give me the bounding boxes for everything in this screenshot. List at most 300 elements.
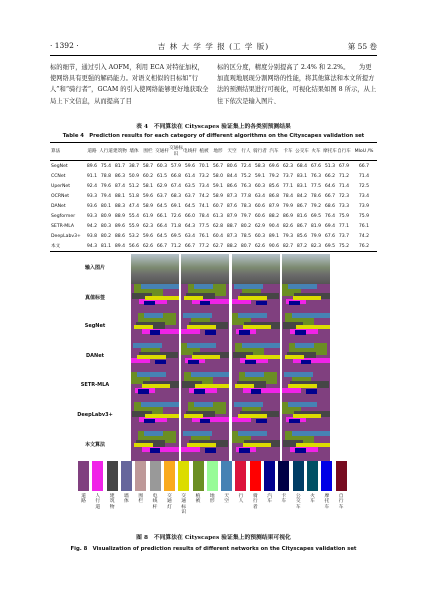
algorithm-name: SegNet	[51, 163, 68, 169]
table-header-cell: 自行车	[337, 148, 351, 154]
table-cell: 64.5	[156, 233, 168, 239]
table-cell: 67.6	[310, 163, 322, 169]
segmentation-map	[232, 372, 280, 402]
legend-label: 道 路	[81, 494, 86, 505]
legend-label: 电 线 杆	[152, 494, 158, 510]
table-cell: 66.7	[184, 243, 196, 249]
table-cell: 50.9	[128, 173, 140, 179]
segment-region	[192, 355, 221, 359]
table-cell: 87.2	[296, 243, 308, 249]
table-cell: 89.6	[86, 163, 98, 169]
table-cell: 73.9	[358, 203, 370, 209]
table-cell: 88.7	[226, 223, 238, 229]
segment-region	[181, 329, 200, 334]
segment-region	[137, 372, 166, 377]
segmentation-map	[181, 313, 229, 343]
table-cell: 66.7	[358, 163, 370, 169]
input-image	[131, 254, 179, 284]
table-cell: 58.0	[212, 173, 224, 179]
table-cell: 71.2	[170, 243, 182, 249]
legend-label: 人 行 道	[95, 494, 101, 510]
table-header-cell: 交通杆	[155, 148, 169, 154]
body-text-left: 标的细节，通过引入 AOFM，利用 ECA 对特征加权，使网络具有更强的解码能力。对语义相似的目标如“行人”和“骑行者”，GCAM 的引入使网络能够更好地获取全局上下文信息，从而提高了目	[50, 64, 209, 105]
table-cell: 93.3	[86, 193, 98, 199]
table-cell: 77.1	[338, 223, 350, 229]
table-cell: 93.6	[86, 203, 98, 209]
segmentation-map	[282, 431, 330, 461]
table-cell: 79.9	[282, 203, 294, 209]
table-cell: 90.6	[268, 243, 280, 249]
table-row	[50, 241, 377, 252]
volume-label: 第 55 卷	[347, 42, 377, 51]
table-cell: 58.1	[142, 183, 154, 189]
segmentation-map	[181, 343, 229, 373]
legend-label: 植 被	[195, 494, 201, 505]
segment-region	[145, 414, 179, 418]
segment-region	[288, 284, 317, 289]
segment-region	[134, 325, 153, 329]
table-cell: 73.4	[198, 183, 210, 189]
table-cell: 88.2	[268, 213, 280, 219]
table-cell: 63.7	[184, 193, 196, 199]
segment-region	[191, 372, 229, 377]
table-cell: 73.7	[282, 173, 294, 179]
segmentation-map	[131, 402, 179, 432]
table-cell: 92.4	[86, 183, 98, 189]
table-cell: 56.7	[212, 163, 224, 169]
table-cell: 94.3	[86, 243, 98, 249]
table-cell: 83.1	[296, 173, 308, 179]
table-cell: 66.2	[324, 173, 336, 179]
table-cell: 79.6	[100, 183, 112, 189]
figure-row-label: 真值标签	[84, 294, 105, 301]
table-cell: 38.7	[128, 163, 140, 169]
input-image	[232, 254, 280, 284]
table-cell: 86.7	[296, 203, 308, 209]
figure-row-label: DANet	[86, 352, 104, 359]
table-cell: 73.3	[338, 203, 350, 209]
segment-region	[144, 419, 155, 423]
segmentation-map	[181, 431, 229, 461]
legend-label: 火 车	[310, 494, 315, 505]
segment-region	[232, 299, 251, 304]
table-row	[50, 191, 377, 201]
table-cell: 71.8	[170, 223, 182, 229]
table-cell: 63.4	[254, 193, 266, 199]
segment-region	[205, 448, 216, 452]
legend-label: 建 筑 物	[109, 494, 115, 510]
table-row	[50, 181, 377, 191]
segment-region	[251, 389, 262, 393]
segmentation-map	[131, 431, 179, 461]
table-cell: 62.3	[142, 223, 154, 229]
table-cell: 58.3	[254, 163, 266, 169]
legend-swatch	[92, 461, 103, 491]
table-header-cell: 植被	[199, 148, 209, 154]
color-legend	[77, 461, 349, 519]
table-header-cell: 火车	[311, 148, 321, 154]
table-cell: 79.2	[310, 203, 322, 209]
table-cell: 88.1	[114, 193, 126, 199]
figure-row-label: SegNet	[84, 323, 106, 329]
table-cell: 93.3	[86, 213, 98, 219]
segment-region	[296, 443, 330, 447]
table-cell: 51.2	[128, 183, 140, 189]
segmentation-map	[282, 372, 330, 402]
table-cell: 59.6	[142, 233, 154, 239]
table-cell: 56.6	[128, 243, 140, 249]
legend-label: 行 人	[238, 494, 244, 505]
segment-region	[292, 313, 330, 318]
segment-region	[188, 360, 199, 364]
table-cell: 85.6	[268, 183, 280, 189]
segment-region	[295, 448, 306, 452]
segment-region	[184, 414, 203, 418]
table-header-cell: 天空	[227, 148, 237, 154]
algorithm-name: SETR-MLA	[51, 223, 75, 229]
table-cell: 62.7	[212, 243, 224, 249]
segment-region	[238, 431, 267, 436]
table-header-row	[50, 143, 377, 161]
table-cell: 70.1	[198, 163, 210, 169]
segment-region	[295, 330, 306, 334]
table-row	[50, 221, 377, 231]
table-cell: 86.8	[268, 193, 280, 199]
table-cell: 69.5	[324, 243, 336, 249]
segment-region	[133, 343, 162, 348]
table-cell: 66.7	[156, 243, 168, 249]
table-cell: 79.4	[100, 193, 112, 199]
table-cell: 75.4	[100, 163, 112, 169]
table-cell: 61.3	[212, 213, 224, 219]
legend-label: 天 空	[224, 494, 230, 505]
table-cell: 94.2	[86, 223, 98, 229]
table-cell: 72.6	[170, 213, 182, 219]
table-cell: 55.9	[128, 223, 140, 229]
table-cell: 78.3	[240, 203, 252, 209]
table-cell: 71.4	[358, 173, 370, 179]
table-cell: 66.4	[156, 223, 168, 229]
segmentation-map	[181, 372, 229, 402]
segment-region	[142, 329, 179, 334]
segment-region	[192, 417, 229, 422]
table-cell: 76.4	[324, 213, 336, 219]
legend-label: 墙 体	[124, 494, 129, 505]
legend-swatch	[336, 461, 347, 491]
table-cell: 78.4	[282, 193, 294, 199]
table-cell: 80.2	[240, 223, 252, 229]
table-cell: 58.9	[142, 203, 154, 209]
segment-region	[243, 443, 272, 447]
table-cell: 75.2	[240, 173, 252, 179]
segmentation-map	[232, 284, 280, 314]
table-cell: 63.4	[184, 233, 196, 239]
segmentation-map	[282, 284, 330, 314]
algorithm-name: CCNet	[51, 173, 66, 179]
legend-swatch	[107, 461, 118, 491]
figure-row-label: SETR-MLA	[80, 382, 110, 388]
table-cell: 68.3	[170, 193, 182, 199]
segment-region	[183, 313, 212, 318]
table-cell: 61.5	[156, 173, 168, 179]
table-cell: 60.6	[254, 213, 266, 219]
segment-region	[131, 358, 150, 363]
table-cell: 72.3	[338, 193, 350, 199]
table-cell: 75.2	[338, 243, 350, 249]
legend-swatch	[178, 461, 189, 491]
segment-region	[282, 388, 301, 393]
figure-row-label: DeepLabv3+	[77, 411, 113, 418]
algorithm-name: Segformer	[51, 213, 76, 219]
table-cell: 77.8	[240, 193, 252, 199]
legend-label: 汽 车	[267, 494, 272, 505]
table-cell: 79.9	[310, 233, 322, 239]
table-cell: 85.6	[296, 233, 308, 239]
segment-region	[238, 313, 267, 318]
legend-swatch	[150, 461, 161, 491]
table-cell: 58.7	[142, 163, 154, 169]
segmentation-map	[181, 402, 229, 432]
segment-region	[137, 355, 166, 359]
table-header-cell: 汽车	[269, 148, 279, 154]
table-cell: 55.4	[128, 213, 140, 219]
figure-caption-en: Fig. 8 Visualization of prediction results of different networks on the Cityscapes validation set	[70, 546, 357, 552]
segment-region	[144, 431, 163, 436]
table-cell: 58.9	[212, 193, 224, 199]
table-cell: 87.3	[226, 193, 238, 199]
segment-region	[183, 431, 212, 436]
table-cell: 74.2	[358, 233, 370, 239]
segment-region	[238, 414, 267, 418]
table-cell: 69.6	[268, 163, 280, 169]
legend-swatch	[193, 461, 204, 491]
header-rule	[50, 55, 377, 56]
table-header-cell: 建筑物	[113, 148, 127, 154]
table-cell: 80.6	[226, 163, 238, 169]
table-cell: 73.2	[198, 173, 210, 179]
table-cell: 79.3	[282, 233, 294, 239]
table-cell: 47.4	[128, 203, 140, 209]
table-cell: 89.6	[114, 223, 126, 229]
table-cell: 51.3	[324, 163, 336, 169]
page-number: · 1392 ·	[50, 41, 79, 50]
segment-region	[239, 330, 250, 334]
table-cell: 63.7	[156, 193, 168, 199]
table-cell: 83.1	[296, 183, 308, 189]
table-cell: 72.4	[240, 163, 252, 169]
legend-label: 摩 托 车	[324, 494, 330, 510]
table-cell: 82.6	[282, 223, 294, 229]
table-cell: 79.2	[268, 173, 280, 179]
segment-region	[234, 402, 263, 407]
legend-label: 地 形	[209, 494, 215, 505]
segment-region	[306, 389, 317, 393]
table-row	[50, 211, 377, 221]
results-table	[50, 142, 377, 252]
table-cell: 75.9	[338, 213, 350, 219]
table-cell: 76.2	[358, 243, 370, 249]
table-cell: 87.4	[114, 183, 126, 189]
table-cell: 68.4	[296, 163, 308, 169]
segment-region	[289, 301, 300, 305]
legend-swatch	[250, 461, 261, 491]
table-cell: 64.3	[184, 223, 196, 229]
table-header-cell: 交通标识	[169, 146, 183, 157]
segment-region	[181, 447, 200, 452]
segment-region	[142, 384, 171, 388]
table-cell: 87.9	[226, 213, 238, 219]
segment-region	[187, 343, 216, 348]
segmentation-map	[131, 313, 179, 343]
table-header-cell: 行人	[241, 148, 251, 154]
segment-region	[192, 299, 229, 304]
table-cell: 59.1	[212, 183, 224, 189]
table-cell: 76.3	[240, 183, 252, 189]
table-cell: 51.8	[128, 193, 140, 199]
table-cell: 67.6	[324, 233, 336, 239]
legend-label: 围 栏	[138, 494, 144, 505]
table-cell: 68.6	[324, 203, 336, 209]
table-cell: 78.8	[100, 173, 112, 179]
segment-region	[288, 402, 317, 407]
segment-region	[301, 360, 312, 364]
segment-region	[285, 355, 304, 359]
algorithm-name: DANet	[51, 203, 66, 209]
table-cell: 86.6	[226, 183, 238, 189]
journal-name: 吉 林 大 学 学 报 (工 学 版)	[157, 42, 270, 51]
segment-region	[187, 443, 216, 447]
algorithm-name: UperNet	[51, 183, 71, 189]
table-cell: 59.6	[184, 163, 196, 169]
segment-region	[239, 448, 250, 452]
algorithm-name: 本文	[51, 244, 61, 249]
table-header-cell: 骑行者	[253, 148, 267, 154]
table-cell: 84.4	[226, 173, 238, 179]
table-header-cell: 算法	[51, 148, 61, 154]
table-cell: 77.5	[310, 183, 322, 189]
table-header-cell: 电线杆	[183, 148, 197, 154]
table-header-cell: 墙体	[129, 148, 139, 154]
table-cell: 81.7	[114, 163, 126, 169]
segment-region	[141, 284, 179, 289]
segmentation-map	[282, 343, 330, 373]
input-image	[282, 254, 330, 284]
table-cell: 77.2	[198, 243, 210, 249]
segment-region	[195, 384, 229, 388]
table-cell: 66.1	[156, 213, 168, 219]
segment-region	[155, 360, 166, 364]
legend-swatch	[135, 461, 146, 491]
table-row	[50, 231, 377, 241]
input-image	[181, 254, 229, 284]
legend-swatch	[207, 461, 218, 491]
table-cell: 84.2	[296, 193, 308, 199]
table-cell: 88.3	[114, 203, 126, 209]
legend-label: 骑 行 者	[252, 494, 258, 510]
segment-region	[144, 313, 163, 318]
table-cell: 53.2	[128, 233, 140, 239]
table-cell: 78.4	[198, 213, 210, 219]
table-header-cell: 道路	[87, 148, 97, 154]
table-cell: 64.5	[184, 203, 196, 209]
table-cell: 81.6	[296, 213, 308, 219]
table-cell: 82.3	[310, 243, 322, 249]
segment-region	[295, 343, 314, 348]
segment-region	[194, 284, 213, 289]
table-cell: 60.3	[254, 233, 266, 239]
segment-region	[150, 330, 161, 334]
table-cell: 74.1	[198, 203, 210, 209]
table-row	[50, 161, 377, 172]
table-cell: 59.1	[254, 173, 266, 179]
table-cell: 77.1	[282, 183, 294, 189]
segment-region	[293, 358, 330, 363]
segment-region	[284, 372, 313, 377]
segmentation-map	[181, 284, 229, 314]
segment-region	[141, 402, 179, 407]
algorithm-name: DeepLabv3+	[51, 233, 81, 239]
table-cell: 67.9	[338, 163, 350, 169]
table-cell: 57.9	[170, 163, 182, 169]
table-cell: 86.7	[296, 223, 308, 229]
segment-region	[200, 301, 211, 305]
table-cell: 73.4	[358, 193, 370, 199]
legend-label: 自 行 车	[338, 494, 344, 510]
table-row	[50, 171, 377, 181]
table-cell: 60.3	[156, 163, 168, 169]
legend-swatch	[307, 461, 318, 491]
table-cell: 62.3	[282, 163, 294, 169]
segment-region	[235, 384, 254, 388]
segment-region	[288, 384, 317, 388]
table-cell: 90.4	[268, 223, 280, 229]
table-cell: 64.6	[324, 183, 336, 189]
table-cell: 67.4	[170, 183, 182, 189]
segment-region	[184, 296, 203, 300]
legend-swatch	[221, 461, 232, 491]
table-header-cell: 地形	[213, 148, 223, 154]
table-cell: 78.6	[310, 193, 322, 199]
legend-label: 交 通 标 识	[181, 494, 187, 516]
table-cell: 71.4	[338, 183, 350, 189]
figure-row-label: 本文算法	[84, 442, 105, 448]
table-cell: 93.8	[86, 233, 98, 239]
table-cell: 62.6	[142, 243, 154, 249]
table-cell: 91.1	[86, 173, 98, 179]
table-cell: 74.2	[198, 193, 210, 199]
segment-region	[243, 325, 272, 329]
table-cell: 80.3	[100, 223, 112, 229]
table-cell: 61.4	[184, 173, 196, 179]
segment-region	[246, 355, 280, 359]
table-cell: 62.9	[156, 183, 168, 189]
table-cell: 73.7	[338, 233, 350, 239]
table-cell: 76.3	[310, 173, 322, 179]
legend-swatch	[235, 461, 246, 491]
table-cell: 88.6	[114, 233, 126, 239]
table-cell: 77.5	[198, 223, 210, 229]
table-cell: 71.2	[338, 173, 350, 179]
legend-swatch	[278, 461, 289, 491]
table-caption-cn: 表 4 不同算法在 Cityscapes 验证集上的各类别预测结果	[136, 124, 291, 130]
table-cell: 89.1	[268, 233, 280, 239]
table-cell: 81.9	[310, 223, 322, 229]
table-cell: 76.1	[358, 223, 370, 229]
segment-region	[150, 448, 161, 452]
table-header-cell: 卡车	[283, 148, 293, 154]
legend-swatch	[264, 461, 275, 491]
segmentation-map	[232, 402, 280, 432]
